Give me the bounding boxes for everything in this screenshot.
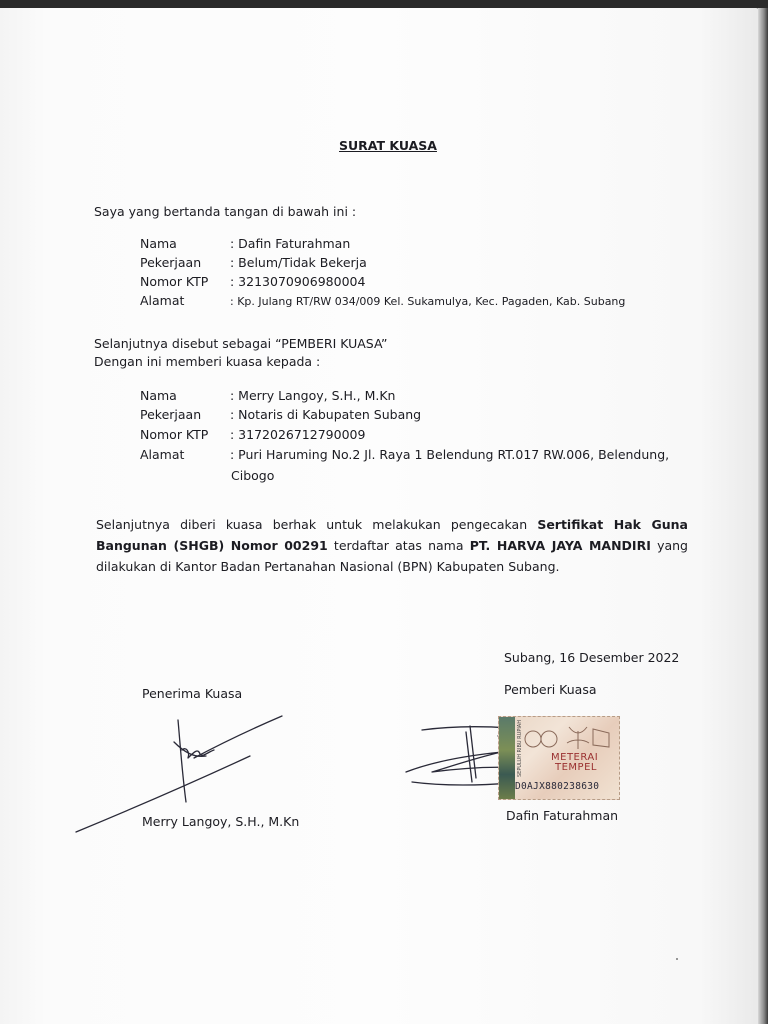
place-date: Subang, 16 Desember 2022 <box>504 650 680 665</box>
scan-speck <box>676 958 678 960</box>
grant-intro: Dengan ini memberi kuasa kepada : <box>94 354 321 369</box>
field-label: Pekerjaan <box>140 407 202 422</box>
garuda-emblem-icon <box>519 723 615 753</box>
stamp-label-line1: METERAI <box>551 752 599 763</box>
stamp-security-band <box>499 717 515 799</box>
giver-label: Pemberi Kuasa <box>504 682 597 697</box>
body-bold-certificate: Sertifikat Hak Guna Bangunan (SHGB) Nomor 00291 <box>96 517 688 553</box>
document-title: SURAT KUASA <box>339 138 437 153</box>
page-edge-shadow <box>758 8 768 1024</box>
grantor-reference: Selanjutnya disebut sebagai “PEMBERI KUASA” <box>94 336 388 351</box>
stamp-serial: D0AJX880238630 <box>515 781 600 792</box>
field-value-continued: Cibogo <box>231 468 275 483</box>
field-label: Alamat <box>140 293 185 308</box>
field-value: : Kp. Julang RT/RW 034/009 Kel. Sukamulya, Kec. Pagaden, Kab. Subang <box>230 295 626 308</box>
body-text: Selanjutnya diberi kuasa berhak untuk melakukan pengecakan <box>96 517 538 532</box>
field-value: : Belum/Tidak Bekerja <box>230 255 367 270</box>
stamp-microtext: SEPULUH RIBU RUPIAH <box>517 720 523 777</box>
giver-name: Dafin Faturahman <box>506 808 619 823</box>
stamp-label <box>551 753 598 773</box>
body-bold-company: PT. HARVA JAYA MANDIRI <box>469 538 651 553</box>
field-value: : 3172026712790009 <box>230 427 366 442</box>
field-label: Alamat <box>140 447 185 462</box>
authorization-paragraph <box>96 514 688 577</box>
field-label: Nama <box>140 388 177 403</box>
field-value: : Merry Langoy, S.H., M.Kn <box>230 388 396 403</box>
intro-text: Saya yang bertanda tangan di bawah ini : <box>94 204 357 219</box>
field-label: Nomor KTP <box>140 274 209 289</box>
body-text: yang dilakukan di Kantor Badan Pertanahan Nasional (BPN) Kabupaten Subang. <box>96 538 688 574</box>
field-value: : 3213070906980004 <box>230 274 366 289</box>
field-label: Nomor KTP <box>140 427 209 442</box>
field-value: : Notaris di Kabupaten Subang <box>230 407 422 422</box>
field-value: : Dafin Faturahman <box>230 236 351 251</box>
receiver-name: Merry Langoy, S.H., M.Kn <box>142 814 300 829</box>
stamp-label-line2: TEMPEL <box>555 762 597 773</box>
revenue-stamp <box>498 716 620 800</box>
body-text: terdaftar atas nama <box>327 538 470 553</box>
field-label: Pekerjaan <box>140 255 202 270</box>
field-value: : Puri Haruming No.2 Jl. Raya 1 Belendung RT.017 RW.006, Belendung, <box>230 447 670 462</box>
field-label: Nama <box>140 236 177 251</box>
receiver-label: Penerima Kuasa <box>142 686 243 701</box>
